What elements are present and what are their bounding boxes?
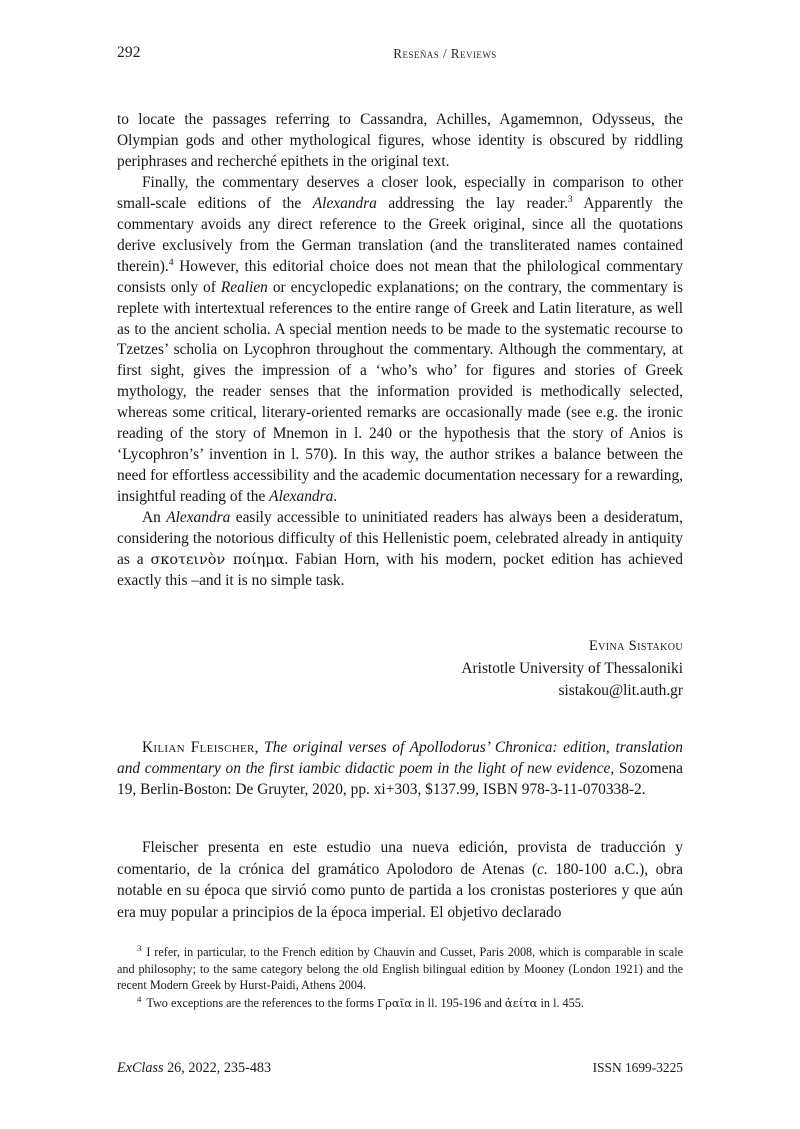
review-two-body (117, 837, 683, 923)
italic-text: Realien (220, 278, 268, 296)
text-run: Fleischer presenta en este estudio una nueva edición, provista de traducción y comentario, de la crónica del gramático Apolodoro de Atenas ( (117, 839, 683, 878)
text-run: 180-100 a.C.), obra notable en su época que sirvió como punto de partida a los cronistas posteriores y que aún era muy popular a principios de la época imperial. El objetivo declarado (117, 860, 684, 921)
italic-text: The original verses of Apollodorus’ Chronica: edition, translation and commentary on the first iambic didactic poem in the light of new evidence (117, 739, 684, 777)
text-run: , Sozomena 19, Berlin-Boston: De Gruyter, 2020, pp. xi+303, $137.99, ISBN 978-3-11-070338-2. (117, 759, 683, 798)
text-run: Two exceptions are the references to the forms (146, 995, 378, 1010)
footnote-reference[interactable]: 4 (168, 256, 174, 268)
footnote-reference[interactable]: 3 (567, 193, 573, 205)
italic-text: Alexandra (269, 488, 334, 506)
text-run: . Fabian Horn, with his modern, pocket edition has achieved exactly this –and it is no simple task. (117, 551, 683, 589)
footnote-3 (117, 944, 683, 994)
paragraph-conclusion (117, 508, 683, 592)
text-run: or encyclopedic explanations; on the contrary, the commentary is replete with intertextual references to the entire range of Greek and Latin literature, as well as to the ancient scholia. A special mention needs to be made to the systematic recourse to Tzetzes’ scholia on Lycophron throughout the commentary. Although the commentary, at first sight, gives the impression of a ‘who’s who’ for figures and stories of Greek mythology, the reader senses that the information provided is methodically selected, whereas some critical, literary-oriented remarks are occasionally made (see e.g. the ironic reading of the story of Mnemon in l. 240 or the hypothesis that the story of Anios is ‘Lycophron’s’ invention in l. 570). In this way, the author strikes a balance between the need for effortless accessibility and the academic documentation necessary for a rewarding, insightful reading of the (117, 278, 683, 506)
italic-text: Alexandra (166, 509, 231, 527)
book-citation (117, 738, 683, 801)
page-number: 292 (117, 44, 141, 61)
greek-text: σκοτεινὸν ποίημα (150, 552, 285, 569)
reviewer-affiliation: Aristotle University of Thessaloniki (461, 659, 683, 677)
greek-text: Γραῖα (377, 995, 413, 1010)
small-caps-name: Kilian Fleischer (142, 739, 255, 756)
footnote-area (117, 944, 683, 1011)
footnote-4 (117, 995, 683, 1012)
text-run: . (333, 488, 338, 506)
paragraph-commentary (117, 173, 683, 508)
running-head (117, 44, 683, 64)
book-citation-text (117, 738, 683, 801)
text-run: addressing the lay reader. (376, 194, 568, 212)
text-run: Apparently the commentary avoids any direct reference to the Greek original, since all the quotations derive exclusively from the German translation (and the transliterated names contained therein). (117, 194, 683, 275)
running-head-title: Reseñas / Reviews (393, 46, 497, 61)
text-run: An (142, 509, 167, 527)
text-run: I refer, in particular, to the French edition by Chauvin and Cusset, Paris 2008, which is comparable in scale and philosophy; to the same category belong the old English bilingual edition by Mooney (London 1921) and the recent Modern Greek by Hurst-Paidi, Athens 2004. (117, 945, 683, 993)
journal-issue: 26, 2022, 235-483 (163, 1060, 272, 1076)
footer-issn: ISSN 1699-3225 (592, 1060, 683, 1075)
text-run: in ll. 195-196 and (412, 995, 505, 1010)
text-run: Finally, the commentary deserves a closer look, especially in comparison to other small-scale editions of the (117, 173, 683, 212)
paragraph-continuation (117, 110, 683, 173)
journal-title: ExClass (117, 1060, 164, 1076)
italic-text: Alexandra (312, 194, 377, 212)
footnote-marker: 3 (137, 942, 142, 953)
footer-journal-ref (117, 1060, 271, 1077)
text-run: in l. 455. (537, 995, 584, 1010)
text-run: easily accessible to uninitiated readers has always been a desideratum, considering the notorious difficulty of this Hellenistic poem, celebrated already in antiquity as a (117, 509, 683, 569)
main-text-column (117, 110, 683, 592)
text-run: , (254, 739, 265, 756)
greek-text: ἀείτα (504, 995, 538, 1010)
paragraph-review-two-opening (117, 837, 683, 923)
text-run: to locate the passages referring to Cassandra, Achilles, Agamemnon, Odysseus, the Olympian gods and other mythological figures, whose identity is obscured by riddling periphrases and recherché epithets in the original text. (117, 111, 683, 170)
footnote-marker: 4 (137, 993, 142, 1004)
reviewer-name: Evina Sistakou (589, 638, 683, 654)
page-footer (117, 1060, 683, 1080)
reviewer-email: sistakou@lit.auth.gr (558, 682, 683, 700)
text-run: However, this editorial choice does not mean that the philological commentary consists only of (117, 257, 683, 296)
italic-text: c. (537, 860, 548, 878)
reviewer-signature (117, 635, 683, 703)
